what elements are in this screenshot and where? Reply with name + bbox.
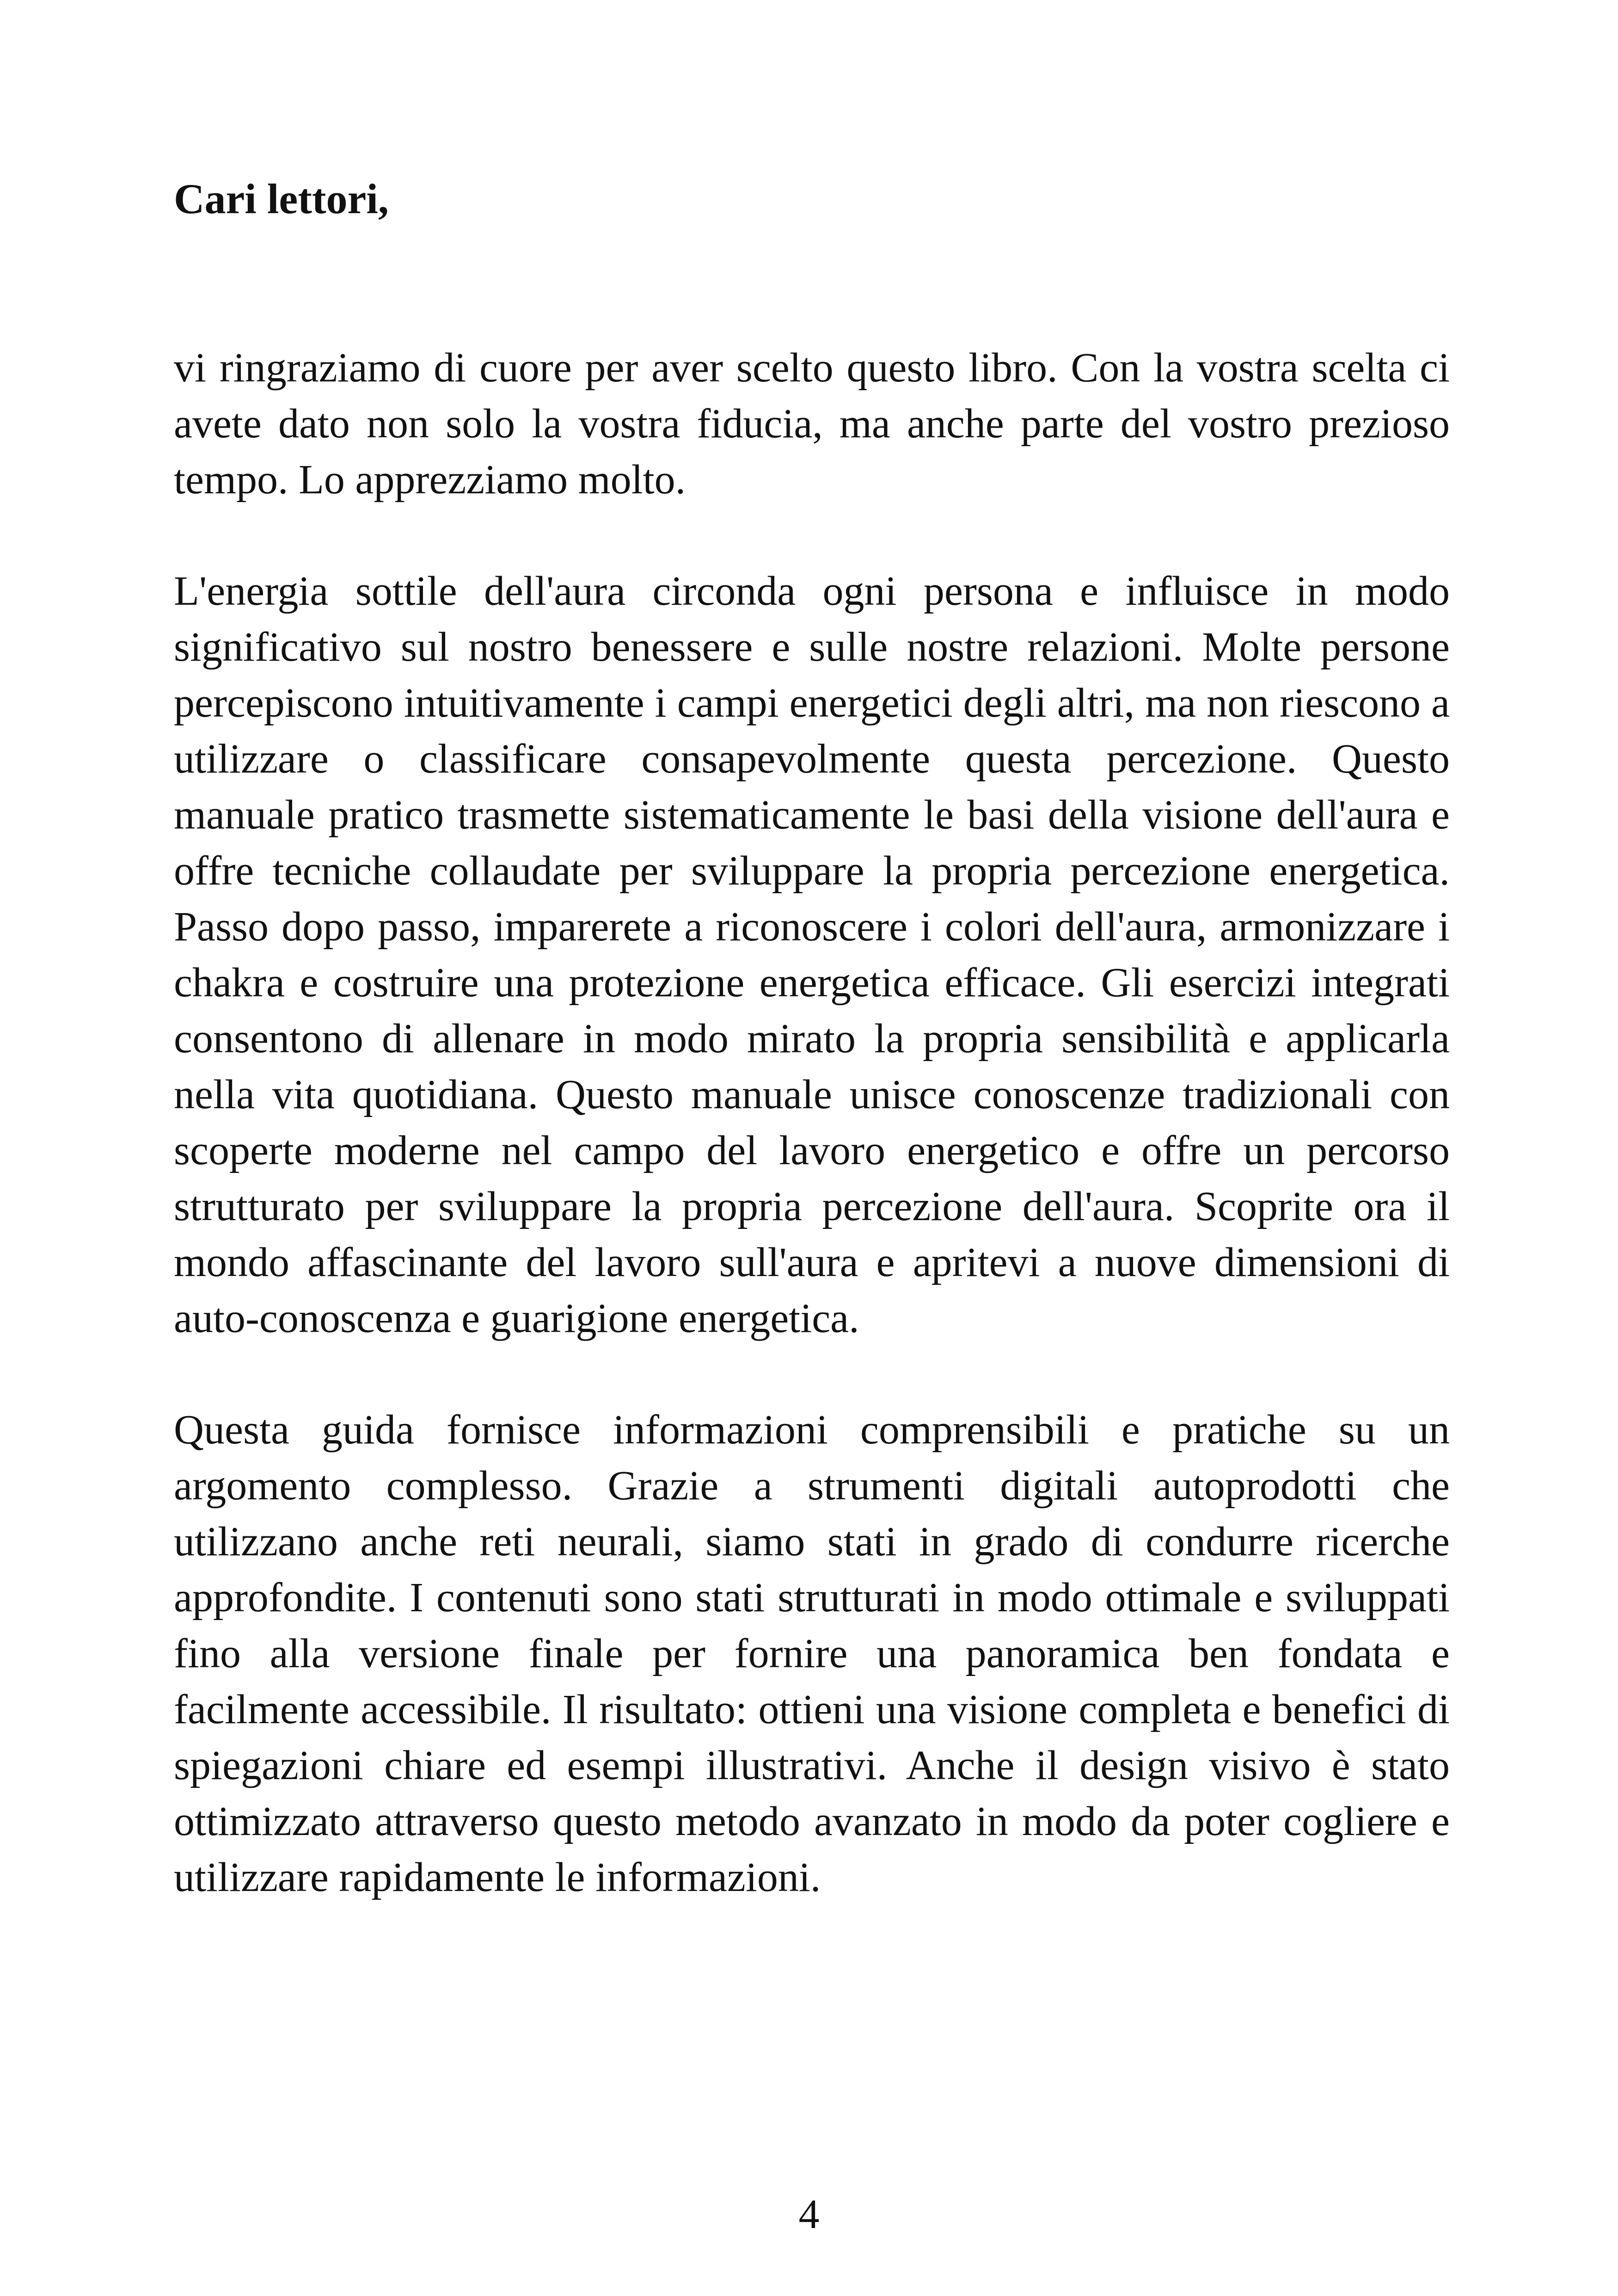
paragraph-guide-method: Questa guida fornisce informazioni comprensibili e pratiche su un argomento complesso. Grazie a strumenti digitali autoprodotti che utilizzano anche reti neurali, siamo stati in grado di condurre ricerche approfondite. I contenuti sono stati strutturati in modo ottimale e sviluppati fino alla versione finale per fornire una panoramica ben fondata e facilmente accessibile. Il risultato: ottieni una visione completa e benefici di spiegazioni chiare ed esempi illustrativi. Anche il design visivo è stato ottimizzato attraverso questo metodo avanzato in modo da poter cogliere e utilizzare rapidamente le informazioni.	[174, 1407, 1450, 1900]
paragraph-thanks: vi ringraziamo di cuore per aver scelto questo libro. Con la vostra scelta ci avete dato non solo la vostra fiducia, ma anche parte del vostro prezioso tempo. Lo apprezziamo molto.	[174, 345, 1450, 503]
salutation-heading: Cari lettori,	[174, 175, 389, 222]
body-text	[174, 340, 1450, 1961]
paragraph-aura-energy: L'energia sottile dell'aura circonda ogni persona e influisce in modo significativo sul nostro benessere e sulle nostre relazioni. Molte persone percepiscono intuitivamente i campi energetici degli altri, ma non riescono a utilizzare o classificare consapevolmente questa percezione. Questo manuale pratico trasmette sistematicamente le basi della visione dell'aura e offre tecniche collaudate per sviluppare la propria percezione energetica. Passo dopo passo, imparerete a riconoscere i colori dell'aura, armonizzare i chakra e costruire una protezione energetica efficace. Gli esercizi integrati consentono di allenare in modo mirato la propria sensibilità e applicarla nella vita quotidiana. Questo manuale unisce conoscenze tradizionali con scoperte moderne nel campo del lavoro energetico e offre un percorso strutturato per sviluppare la propria percezione dell'aura. Scoprite ora il mondo affascinante del lavoro sull'aura e apritevi a nuove dimensioni di auto-conoscenza e guarigione energetica.	[174, 568, 1450, 1341]
page-number: 4	[798, 2192, 820, 2237]
